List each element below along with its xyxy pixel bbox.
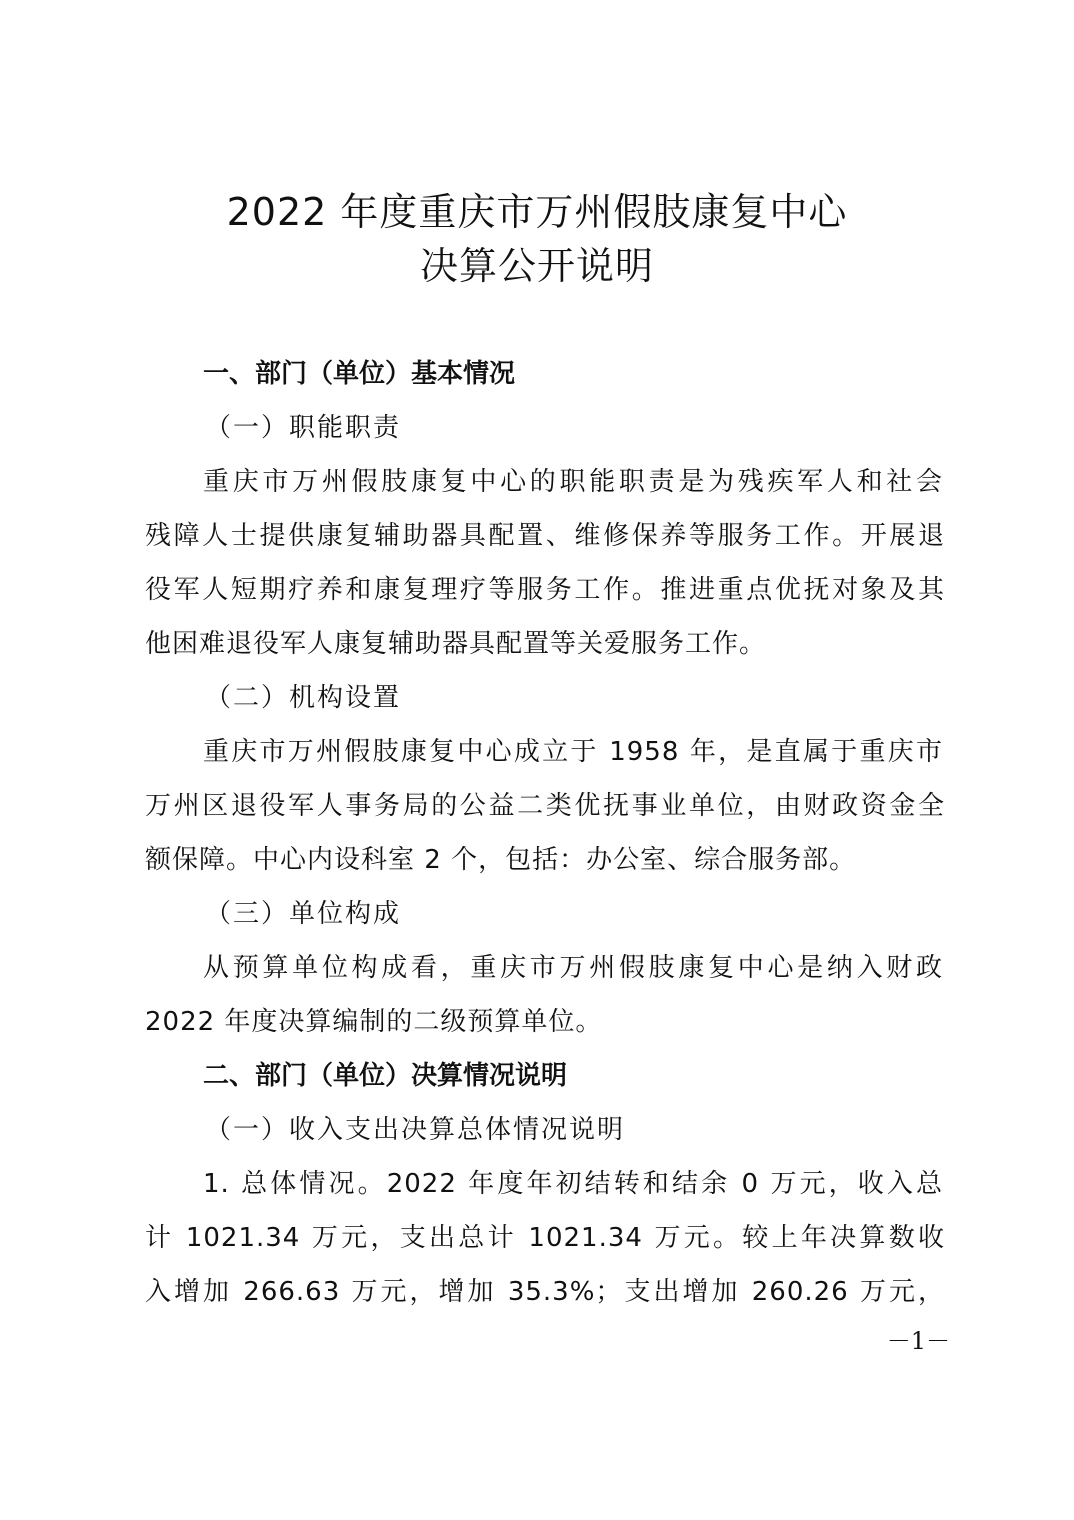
document-title-line2: 决算公开说明 (419, 244, 654, 288)
sub4-heading: （一）收入支出决算总体情况说明 (205, 1115, 626, 1145)
paragraph-line: 从预算单位构成看，重庆市万州假肢康复中心是纳入财政 (203, 953, 943, 983)
paragraph-line: 残障人士提供康复辅助器具配置、维修保养等服务工作。开展退 (145, 521, 945, 551)
paragraph-line: 1. 总体情况。2022 年度年初结转和结余 0 万元，收入总 (203, 1169, 943, 1199)
paragraph-line: 重庆市万州假肢康复中心成立于 1958 年，是直属于重庆市 (203, 737, 943, 767)
paragraph-line: 计 1021.34 万元，支出总计 1021.34 万元。较上年决算数收 (145, 1223, 945, 1253)
sub3-heading: （三）单位构成 (205, 899, 402, 929)
page-number: －1－ (886, 1327, 950, 1355)
section1-heading: 一、部门（单位）基本情况 (203, 359, 516, 389)
sub2-heading: （二）机构设置 (205, 683, 402, 713)
section2-heading: 二、部门（单位）决算情况说明 (203, 1061, 568, 1091)
paragraph-line: 役军人短期疗养和康复理疗等服务工作。推进重点优抚对象及其 (145, 575, 945, 605)
paragraph-line: 重庆市万州假肢康复中心的职能职责是为残疾军人和社会 (203, 467, 943, 497)
paragraph-line: 2022 年度决算编制的二级预算单位。 (145, 1007, 603, 1037)
sub1-heading: （一）职能职责 (205, 413, 402, 443)
paragraph-line: 入增加 266.63 万元，增加 35.3%；支出增加 260.26 万元， (145, 1277, 945, 1307)
document-title-line1: 2022 年度重庆市万州假肢康复中心 (226, 190, 848, 234)
paragraph-line: 额保障。中心内设科室 2 个，包括：办公室、综合服务部。 (145, 845, 857, 875)
paragraph-line: 万州区退役军人事务局的公益二类优抚事业单位，由财政资金全 (145, 791, 945, 821)
paragraph-line: 他困难退役军人康复辅助器具配置等关爱服务工作。 (145, 629, 767, 659)
